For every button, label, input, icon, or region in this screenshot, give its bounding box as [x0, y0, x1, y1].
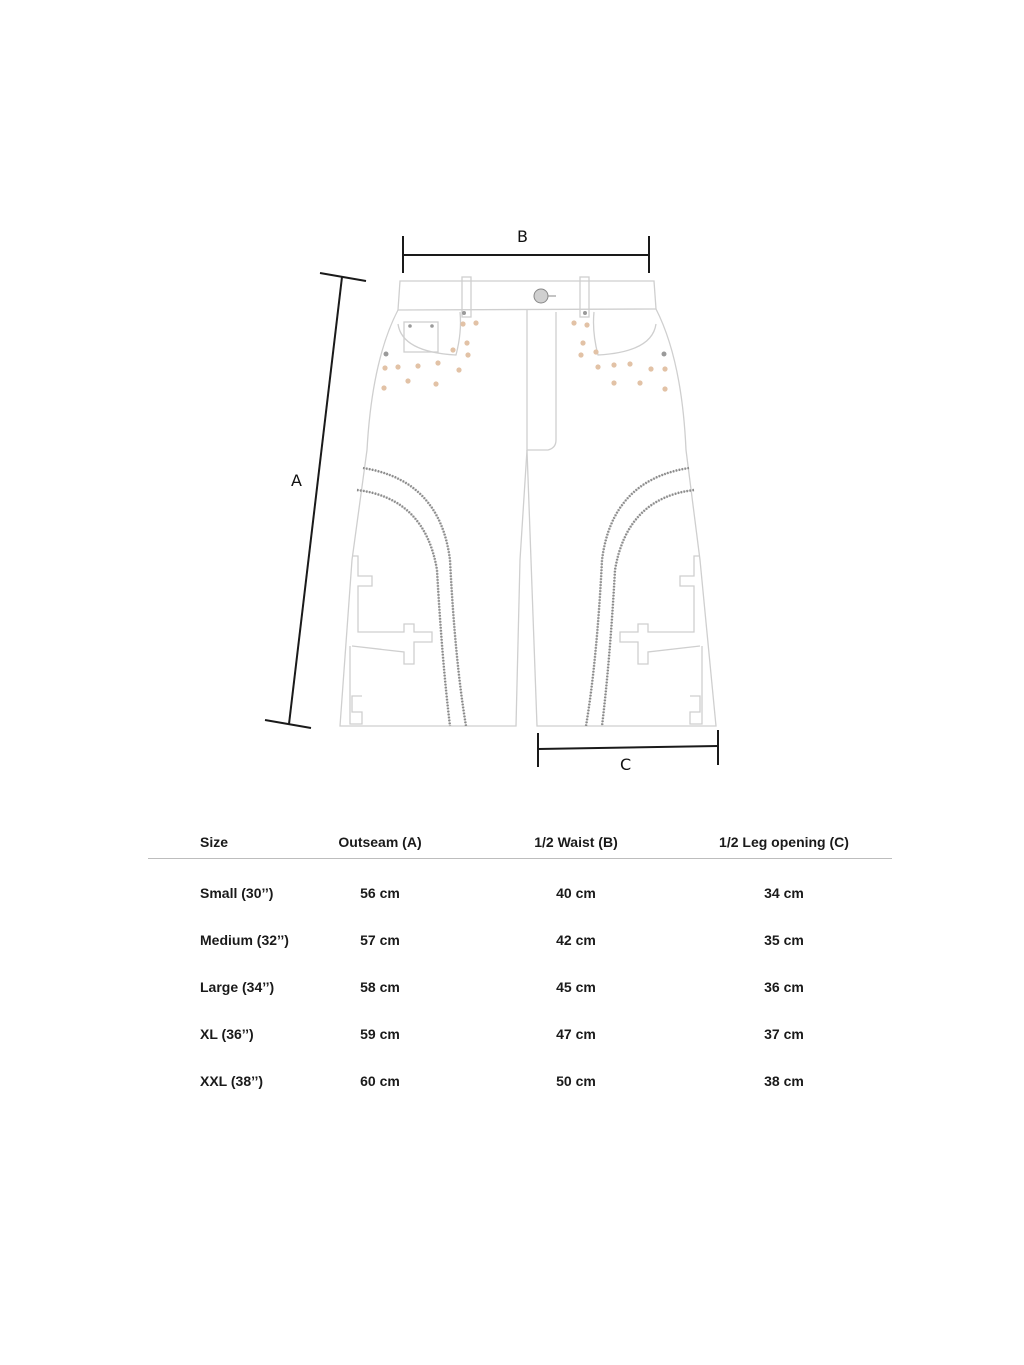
stud — [381, 385, 386, 390]
cell-half-waist: 40 cm — [556, 885, 596, 901]
stud — [595, 364, 600, 369]
dimension-b-label: B — [517, 227, 528, 246]
stud — [571, 320, 576, 325]
cell-half-waist: 45 cm — [556, 979, 596, 995]
cell-size: Medium (32’’) — [200, 932, 289, 948]
cell-size: XL (36’’) — [200, 1026, 254, 1042]
stud — [593, 349, 598, 354]
stud — [464, 340, 469, 345]
decorative-studs — [381, 320, 667, 391]
stud — [662, 366, 667, 371]
zipper-stitching — [357, 468, 694, 726]
table-row — [148, 1016, 892, 1063]
stud — [611, 380, 616, 385]
stud — [473, 320, 478, 325]
waist-button — [534, 289, 556, 303]
cell-half-leg-opening: 34 cm — [764, 885, 804, 901]
header-outseam: Outseam (A) — [338, 834, 422, 850]
cell-half-leg-opening: 36 cm — [764, 979, 804, 995]
stud — [405, 378, 410, 383]
cell-size: XXL (38’’) — [200, 1073, 264, 1089]
shorts-outline — [340, 277, 716, 726]
stud — [415, 363, 420, 368]
stud — [395, 364, 400, 369]
header-size: Size — [200, 834, 229, 850]
dimension-a — [265, 273, 366, 728]
cell-half-leg-opening: 37 cm — [764, 1026, 804, 1042]
stud — [637, 380, 642, 385]
stud — [382, 365, 387, 370]
stud — [450, 347, 455, 352]
table-row — [148, 875, 892, 922]
stud — [662, 386, 667, 391]
table-header-row — [148, 826, 892, 859]
cell-half-waist: 42 cm — [556, 932, 596, 948]
cell-outseam: 58 cm — [360, 979, 400, 995]
dimension-a-label: A — [291, 471, 302, 490]
stud — [648, 366, 653, 371]
header-half-leg-opening: 1/2 Leg opening (C) — [719, 834, 849, 850]
cell-size: Small (30’’) — [200, 885, 274, 901]
cell-half-leg-opening: 35 cm — [764, 932, 804, 948]
stud — [460, 321, 465, 326]
cell-half-waist: 50 cm — [556, 1073, 596, 1089]
table-row — [148, 969, 892, 1016]
cell-half-waist: 47 cm — [556, 1026, 596, 1042]
stud — [433, 381, 438, 386]
cell-outseam: 60 cm — [360, 1073, 400, 1089]
stud — [435, 360, 440, 365]
stud — [584, 322, 589, 327]
table-row — [148, 1063, 892, 1110]
stud — [465, 352, 470, 357]
stud — [578, 352, 583, 357]
header-half-waist: 1/2 Waist (B) — [534, 834, 618, 850]
stud — [580, 340, 585, 345]
stud — [627, 361, 632, 366]
cell-outseam: 57 cm — [360, 932, 400, 948]
cell-outseam: 56 cm — [360, 885, 400, 901]
stud — [611, 362, 616, 367]
table-row — [148, 922, 892, 969]
cell-size: Large (34’’) — [200, 979, 275, 995]
cell-outseam: 59 cm — [360, 1026, 400, 1042]
dimension-c-label: C — [620, 755, 632, 774]
size-chart-table — [148, 826, 892, 1110]
cell-half-leg-opening: 38 cm — [764, 1073, 804, 1089]
stud — [456, 367, 461, 372]
